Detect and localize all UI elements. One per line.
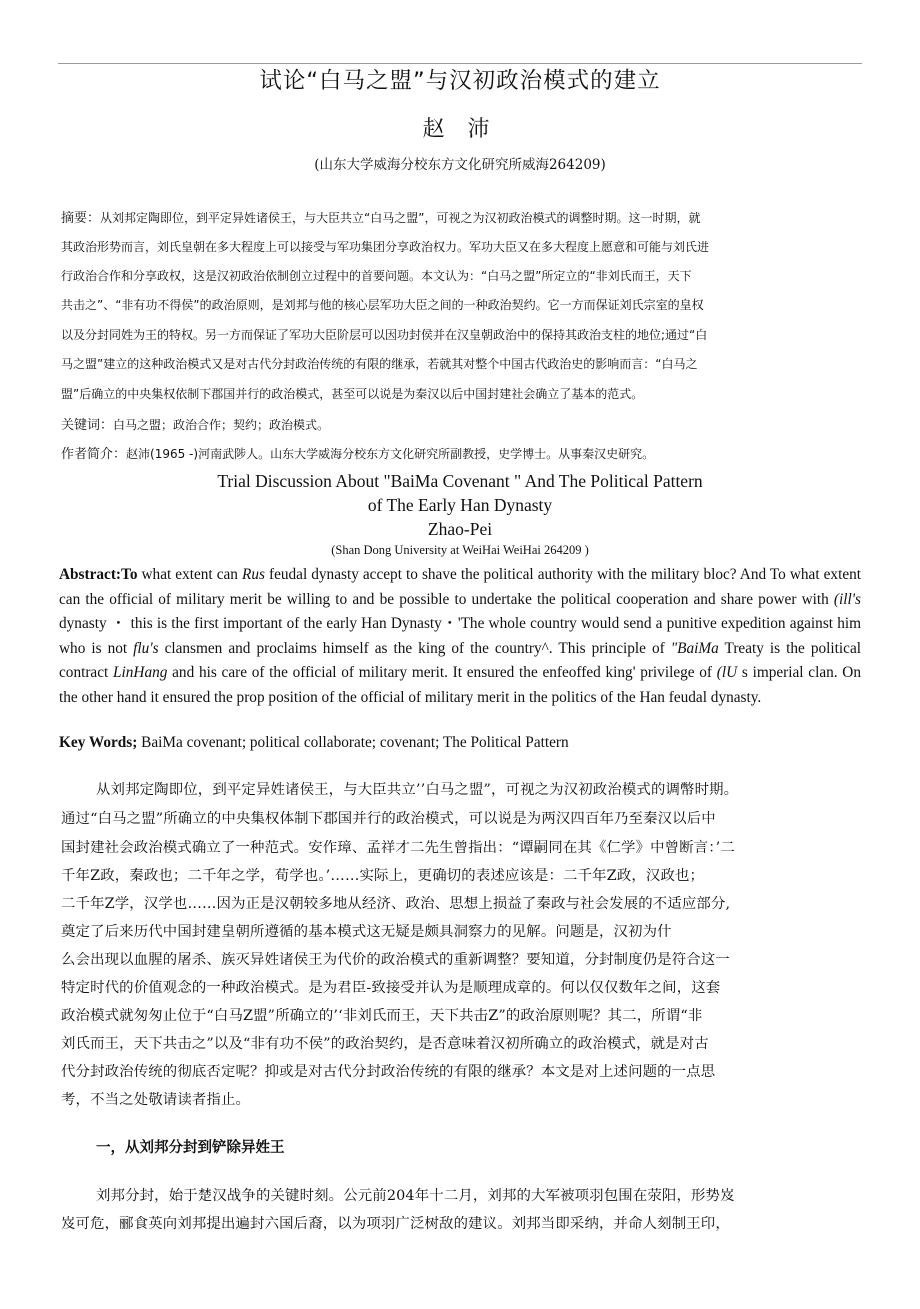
abstract-cn-line: 共击之”、“非有功不得侯”的政治原则，是刘邦与他的核心层军功大臣之间的一种政治契约。它一方而保证刘氏宗室的皇权 — [61, 298, 704, 312]
english-abstract: Abstract:To what extent can Rus feudal dynasty accept to shave the political authority with the military bloc? And To what extent can the official of military merit be willing to and be possible to undertake the political cooperation and share power with (ill's dynasty ・ this is the first important of the early Han Dynasty・'The whole country would send a punitive expedition against him who is not flu's clansmen and proclaims himself as the king of the country^. This principle of "BaiMa Treaty is the political contract LinHang and his care of the official of military merit. It ensured the enfeoffed king' privilege of (lU s imperial clan. On the other hand it ensured the prop position of the official of military merit in the politics of the Han feudal dynasty. — [59, 566, 862, 706]
english-abstract-label: Abstract:To — [59, 566, 138, 583]
english-title-line: Trial Discussion About "BaiMa Covenant " And The Political Pattern — [217, 471, 703, 491]
english-affiliation: (Shan Dong University at WeiHai WeiHai 264209 ) — [331, 543, 589, 557]
section-heading: 一，从刘邦分封到铲除异姓王 — [96, 1140, 285, 1156]
english-author: Zhao-Pei — [427, 519, 493, 539]
body-line: 国封建社会政治模式确立了一种范式。安作璋、孟祥才二先生曾指出：“谭嗣同在其《仁学》中曾断言：’二 — [61, 840, 735, 856]
english-keywords: Key Words; BaiMa covenant; political collaborate; covenant; The Political Pattern — [59, 734, 569, 751]
abstract-cn-line: 其政治形势而言，刘氏皇朝在多大程度上可以接受与军功集团分享政治权力。军功大臣又在多大程度上愿意和可能与刘氏进 — [61, 240, 710, 254]
author-bio: 作者简介：赵沛(1965 -)河南武陟人。山东大学威海分校东方文化研究所副教授，史学博士。从事秦汉史研究。 — [61, 447, 655, 462]
author-bio-label: 作者简介： — [61, 447, 127, 462]
body-line: 通过“白马之盟”所确立的中央集权体制下郡国并行的政治模式，可以说是为两汉四百年乃至秦汉以后中 — [61, 811, 716, 827]
keywords-cn: 关键词：白马之盟；政治合作；契约；政治模式。 — [61, 418, 330, 433]
body-line: 刘氏而王，天下共击之”以及“非有功不侯”的政治契约，是否意味着汉初所确立的政治模式，就是对古 — [61, 1036, 709, 1052]
english-title-line: of The Early Han Dynasty — [367, 495, 553, 515]
body-line: 特定时代的价值观念的一种政治模式。是为君臣-致接受并认为是顺理成章的。何以仅仅数年之间，这套 — [61, 980, 721, 996]
top-rule — [58, 63, 862, 64]
body-line: 代分封政治传统的彻底否定呢？抑或是对古代分封政治传统的有限的继承？本文是对上述问题的一点思 — [61, 1064, 716, 1080]
abstract-cn-label: 摘要： — [61, 211, 101, 226]
body-line: 么会出现以血腥的屠杀、族灭异姓诸侯王为代价的政治模式的重新调整？要知道，分封制度仍是符合这一 — [61, 952, 730, 968]
body-line: 政治模式就匆匆止位于“白马Z盟”所确立的’‘非刘氏而王，天下共击Z”的政治原则呢？其二，所谓“非 — [61, 1008, 703, 1024]
abstract-cn-line: 盟”后确立的中央集权依制下郡国并行的政治模式，甚至可以说是为秦汉以后中国封建社会确立了基本的范式。 — [61, 387, 644, 401]
author-name: 赵 沛 — [422, 117, 498, 142]
body-line: 刘邦分封，始于楚汉战争的关键时刻。公元前204年十二月，刘邦的大军被项羽包围在荥阳，形势岌 — [96, 1188, 735, 1204]
abstract-cn-line: 以及分封同姓为王的特权。另一方而保证了军功大臣阶层可以因功封侯并在汉皇朝政治中的保持其政治支柱的地位;通过“白 — [61, 328, 708, 342]
abstract-cn-line: 马之盟”建立的这种政治模式又是对古代分封政治传统的有限的继承，若就其对整个中国古代政治史的影响而言：“白马之 — [61, 357, 698, 371]
english-keywords-label: Key Words; — [59, 734, 138, 751]
body-line: 从刘邦定陶即位，到平定异姓诸侯王，与大臣共立’’白马之盟”，可视之为汉初政治模式的调幣时期。 — [96, 782, 739, 798]
keywords-cn-label: 关键词： — [61, 418, 114, 433]
abstract-cn-line: 摘要：从刘邦定陶即位，到平定异姓诸侯王，与大臣共立“白马之盟”，可视之为汉初政治模式的调整时期。这一时期，就 — [61, 211, 701, 226]
body-line: 考，不当之处敬请读者指止。 — [61, 1092, 251, 1108]
body-line: 奠定了后来历代中国封建皇朝所遵循的基本模式这无疑是颇具洞察力的见解。问题是，汉初为什 — [61, 924, 672, 940]
abstract-cn-line: 行政治合作和分享政权，这是汉初政治依制创立过程中的首要问题。本文认为：“白马之盟”所定立的“非刘氏而王，天下 — [61, 269, 692, 283]
author-affiliation: (山东大学威海分校东方文化研究所威海264209) — [314, 157, 606, 173]
body-line: 岌可危，郦食英向刘邦提出遍封六国后裔，以为项羽广泛树敌的建议。刘邦当即采纳，并命人刻制王印， — [61, 1216, 730, 1232]
body-line: 千年Z政，秦政也；二千年之学，荀学也。’……实际上，更确切的表述应该是：二千年Z政，汉政也； — [61, 868, 705, 884]
paper-title: 试论“白马之盟”与汉初政治模式的建立 — [259, 68, 661, 94]
body-line: 二千年Z学，汉学也……因为正是汉朝较多地从经济、政治、思想上损益了秦政与社会发展的不适应部分, — [61, 896, 731, 912]
